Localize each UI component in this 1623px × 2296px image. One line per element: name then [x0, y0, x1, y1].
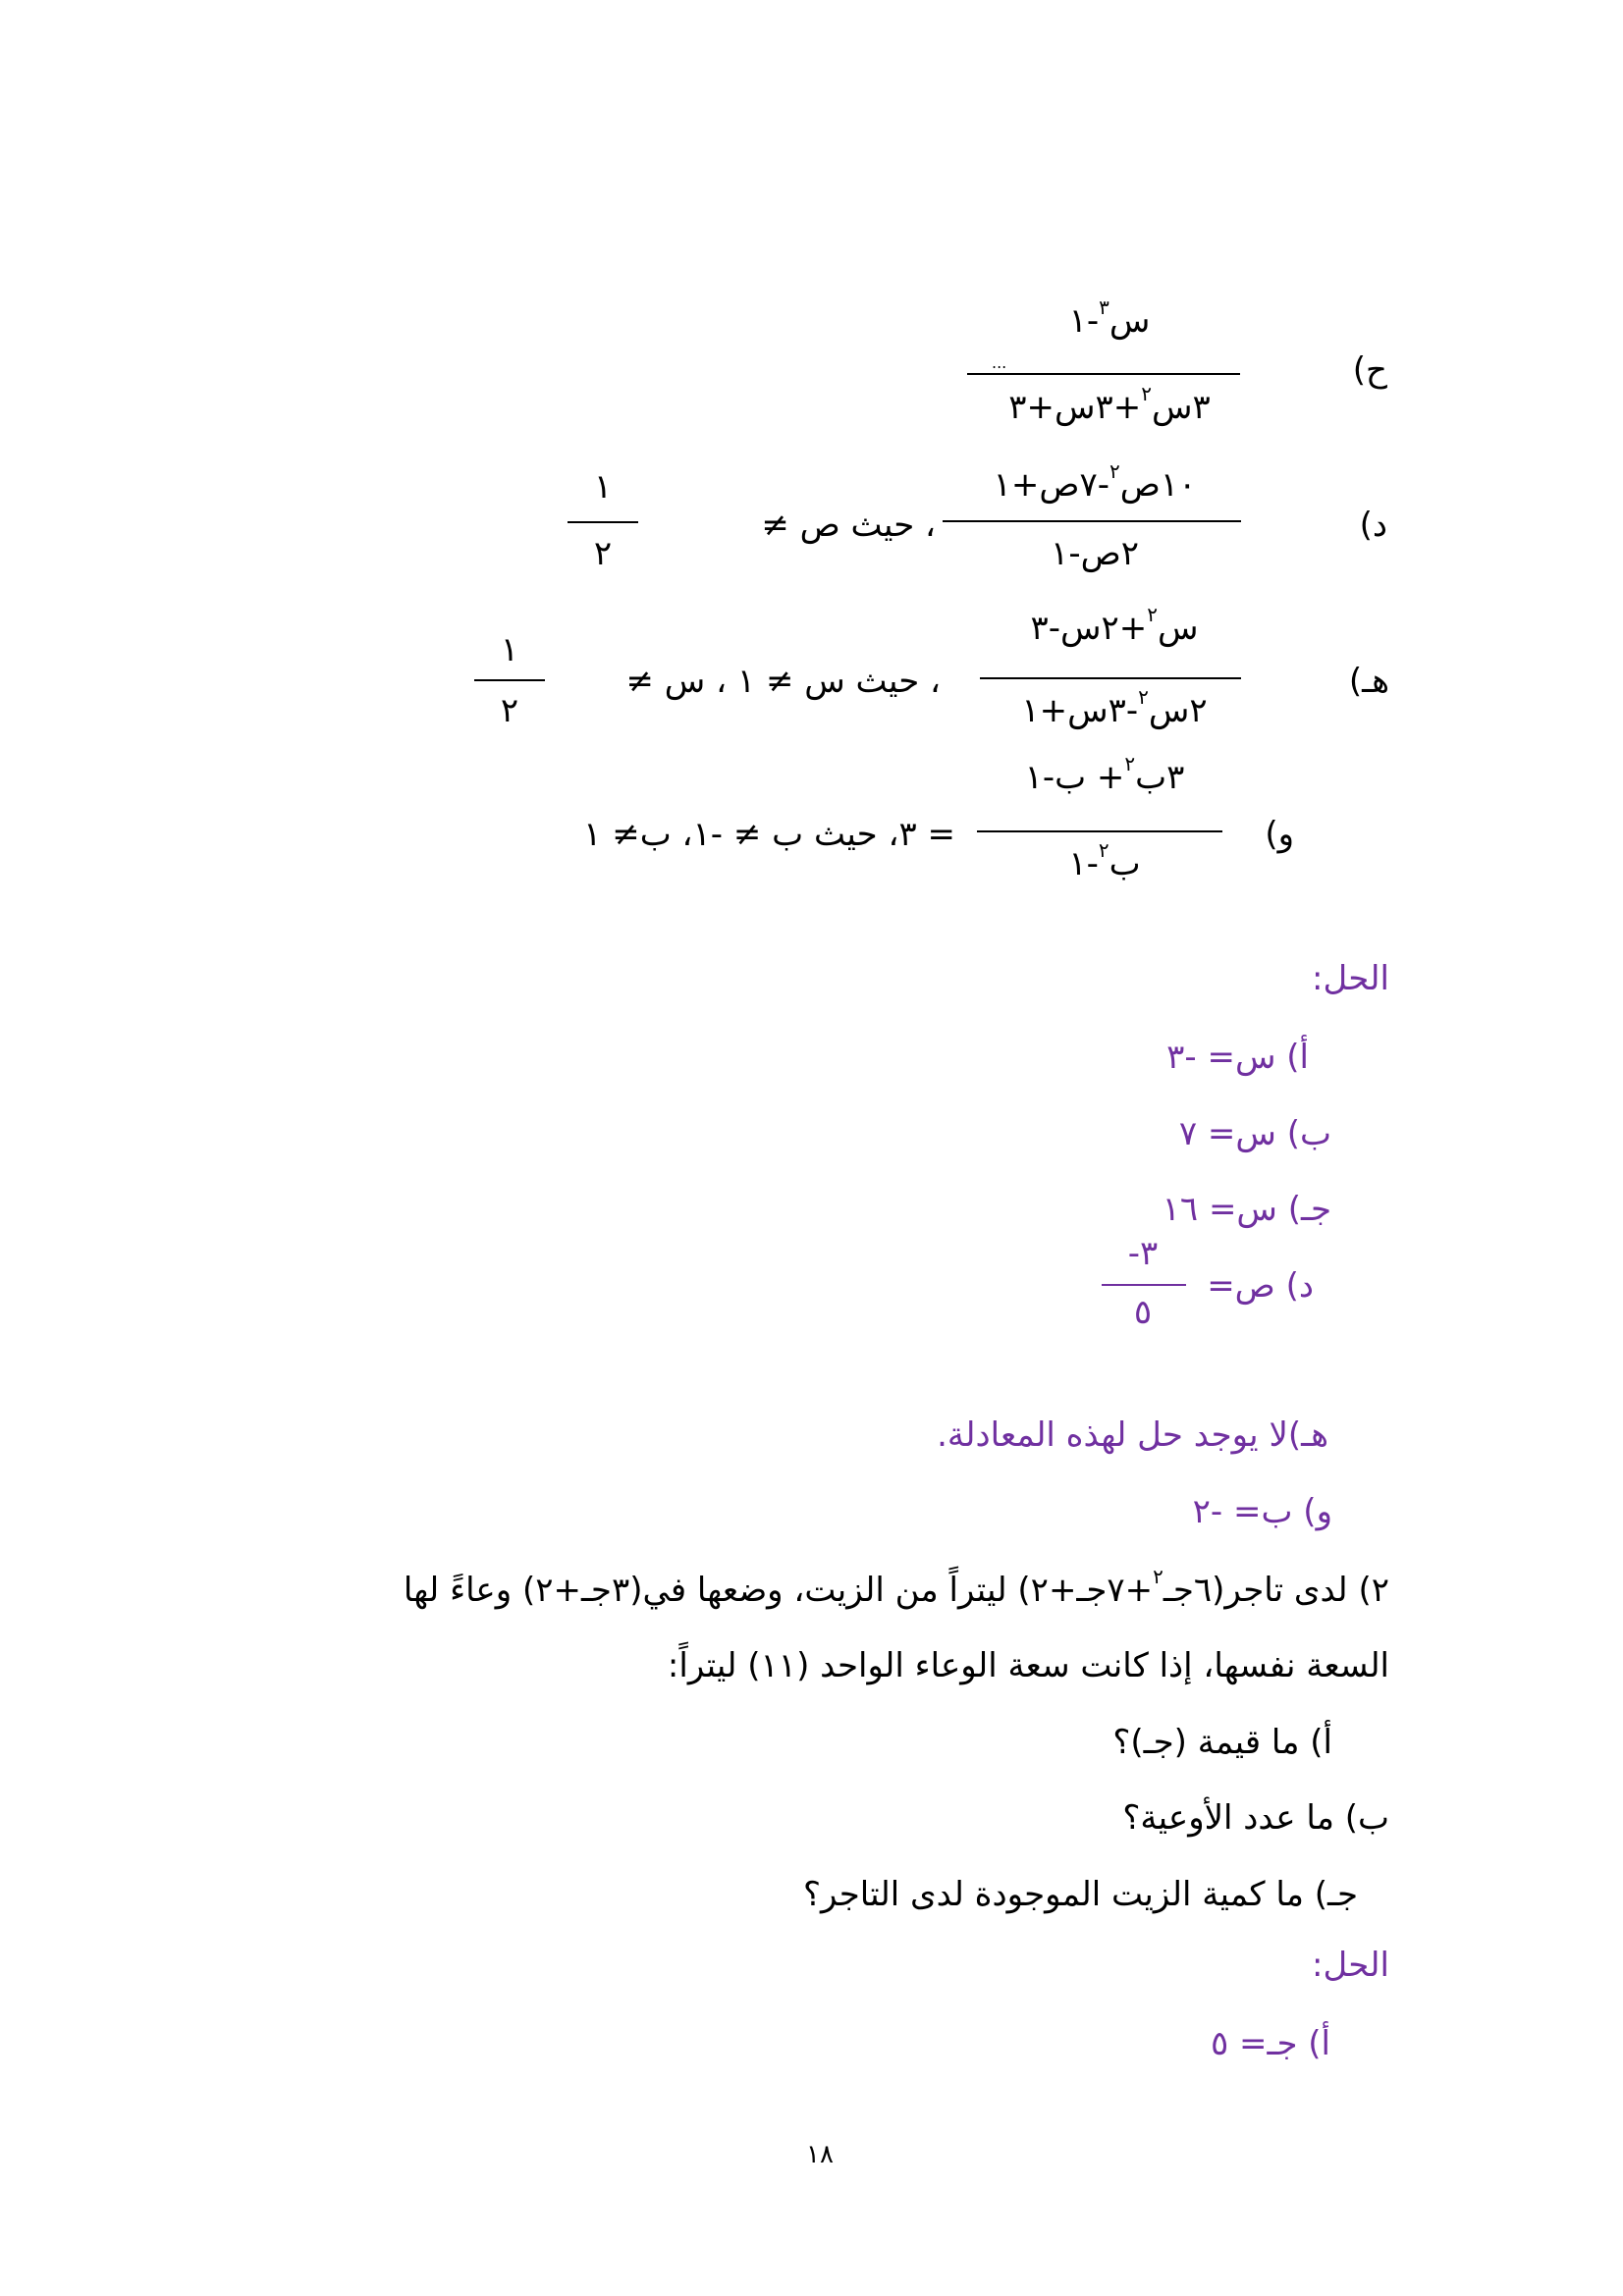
solution1-heading: الحل: [1312, 959, 1389, 998]
part-he-denominator: ٢س$^٢$-٣س+١ [1021, 685, 1208, 730]
solution1-d-denominator: ٥ [1133, 1293, 1153, 1332]
solution1-d-fraction-bar [1102, 1284, 1186, 1286]
part-he-cond-bar [474, 679, 545, 681]
solution1-c: جـ) س= ١٦ [1162, 1190, 1331, 1229]
part-d-cond-numerator: ١ [593, 467, 613, 507]
problem2-line1: ٢) لدى تاجر(٦جـ$^٢$+٧جـ+٢) ليتراً من الزيت، وضعها في(٣جـ+٢) وعاءً لها [403, 1565, 1389, 1610]
part-d-label: د) [1359, 506, 1387, 545]
part-h-dots: ... [992, 353, 1007, 372]
solution1-d-numerator: -٣ [1127, 1234, 1159, 1273]
part-h-denominator: ٣س$^٢$+٣س+٣ [1008, 382, 1211, 427]
part-he-cond-numerator: ١ [500, 630, 519, 669]
solution2-heading: الحل: [1312, 1946, 1389, 1985]
solution1-b: ب) س= ٧ [1178, 1114, 1331, 1153]
part-w-fraction-bar [977, 830, 1222, 832]
part-w-label: و) [1265, 815, 1294, 854]
problem2-line2: السعة نفسها، إذا كانت سعة الوعاء الواحد (١١) ليتراً: [667, 1646, 1389, 1685]
page-number: ١٨ [806, 2140, 834, 2169]
part-w-denominator: ب$^٢$-١ [1068, 838, 1141, 883]
part-h-numerator: س$^٣$-١ [1068, 295, 1151, 341]
part-h-fraction-bar [967, 373, 1240, 375]
part-he-condition: ، حيث س ≠ ١ ، س ≠ [625, 662, 941, 701]
problem2-question-b: ب) ما عدد الأوعية؟ [1122, 1798, 1389, 1838]
part-d-fraction-bar [943, 520, 1241, 522]
part-he-cond-denominator: ٢ [500, 691, 519, 730]
part-d-denominator: ٢ص-١ [1051, 534, 1139, 573]
part-d-condition: ، حيث ص ≠ [761, 506, 936, 545]
solution1-he: هـ)لا يوجد حل لهذه المعادلة. [937, 1415, 1328, 1455]
part-w-rhs: = ٣، حيث ب ≠ -١، ب≠ ١ [583, 815, 955, 854]
part-d-cond-denominator: ٢ [593, 534, 613, 573]
part-he-fraction-bar [980, 677, 1241, 679]
part-d-cond-bar [568, 521, 638, 523]
part-he-label: هـ) [1348, 662, 1389, 701]
problem2-question-a: أ) ما قيمة (جـ)؟ [1112, 1723, 1332, 1762]
part-w-numerator: ٣ب$^٢$+ ب-١ [1024, 752, 1185, 797]
solution1-w: و) ب= -٢ [1192, 1492, 1332, 1531]
part-h-label: ح) [1352, 350, 1387, 390]
part-d-numerator: ١٠ص$^٢$-٧ص+١ [993, 459, 1197, 505]
part-he-numerator: س$^٢$+٢س-٣ [1030, 603, 1199, 648]
solution2-a: أ) جـ= ٥ [1210, 2024, 1330, 2063]
problem2-question-c: جـ) ما كمية الزيت الموجودة لدى التاجر؟ [802, 1875, 1358, 1914]
solution1-d-label: د) ص= [1207, 1266, 1314, 1306]
solution1-a: أ) س= -٣ [1166, 1038, 1309, 1077]
